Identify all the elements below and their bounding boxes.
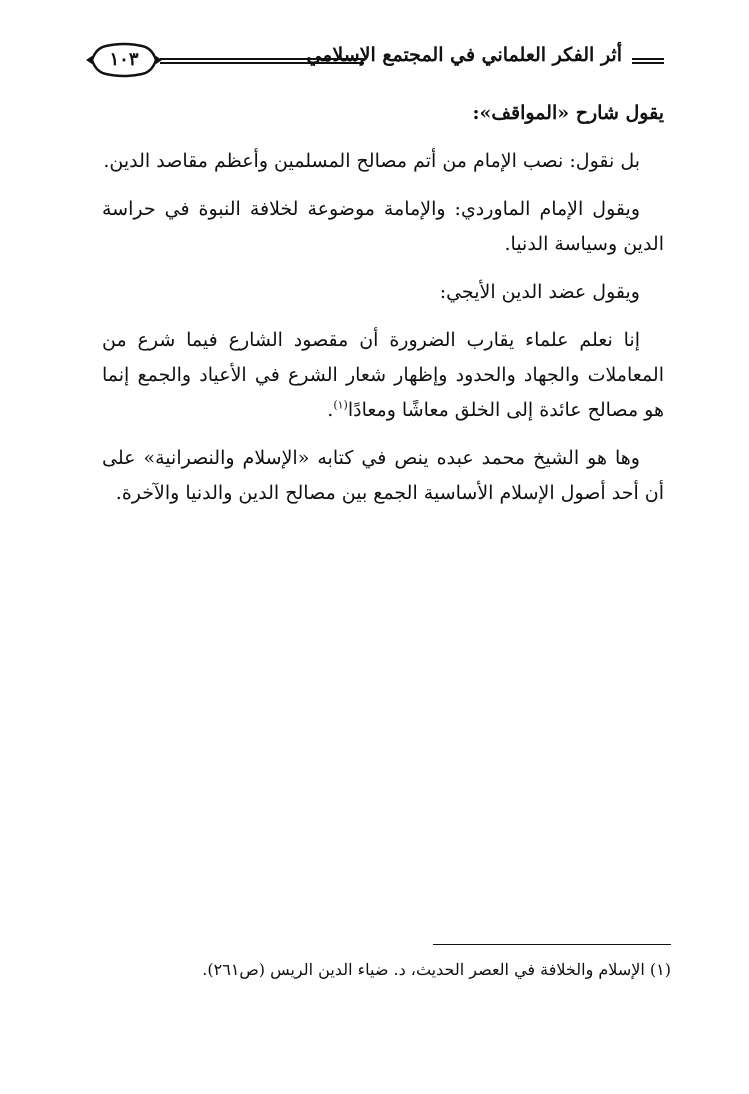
page-number-badge xyxy=(84,40,164,80)
paragraph: ويقول عضد الدين الأيجي: xyxy=(439,281,640,303)
page-header xyxy=(84,38,664,84)
running-title: أثر الفكر العلماني في المجتمع الإسلامي xyxy=(306,44,622,66)
quote-text: إنا نعلم علماء يقارب الضرورة أن مقصود الشارع فيما شرع من المعاملات والجهاد والحدود وإظهار شعار الشرع في الأعياد والجمع إنما هو مصالح عائدة إلى الخلق معاشًا ومعادًا xyxy=(102,329,664,421)
footnote-separator xyxy=(433,944,671,945)
paragraph: وها هو الشيخ محمد عبده ينص في كتابه «الإسلام والنصرانية» على أن أحد أصول الإسلام الأساسية الجمع بين مصالح الدين والدنيا والآخرة. xyxy=(102,447,664,504)
paragraph: بل نقول: نصب الإمام من أتم مصالح المسلمين وأعظم مقاصد الدين. xyxy=(103,150,640,172)
page-number: ١٠٣ xyxy=(109,49,139,70)
main-text xyxy=(102,96,664,524)
footnote: (١) الإسلام والخلافة في العصر الحديث، د. ضياء الدين الريس (ص٢٦١). xyxy=(202,960,671,979)
header-rule-middle xyxy=(160,58,364,64)
footnote-marker: (١) xyxy=(333,398,348,412)
header-rule-right xyxy=(632,58,664,64)
paragraph-heading: يقول شارح «المواقف»: xyxy=(472,102,664,124)
quote-end: . xyxy=(327,399,334,421)
paragraph: ويقول الإمام الماوردي: والإمامة موضوعة لخلافة النبوة في حراسة الدين وسياسة الدنيا. xyxy=(102,198,664,255)
paragraph-quote xyxy=(102,323,664,428)
